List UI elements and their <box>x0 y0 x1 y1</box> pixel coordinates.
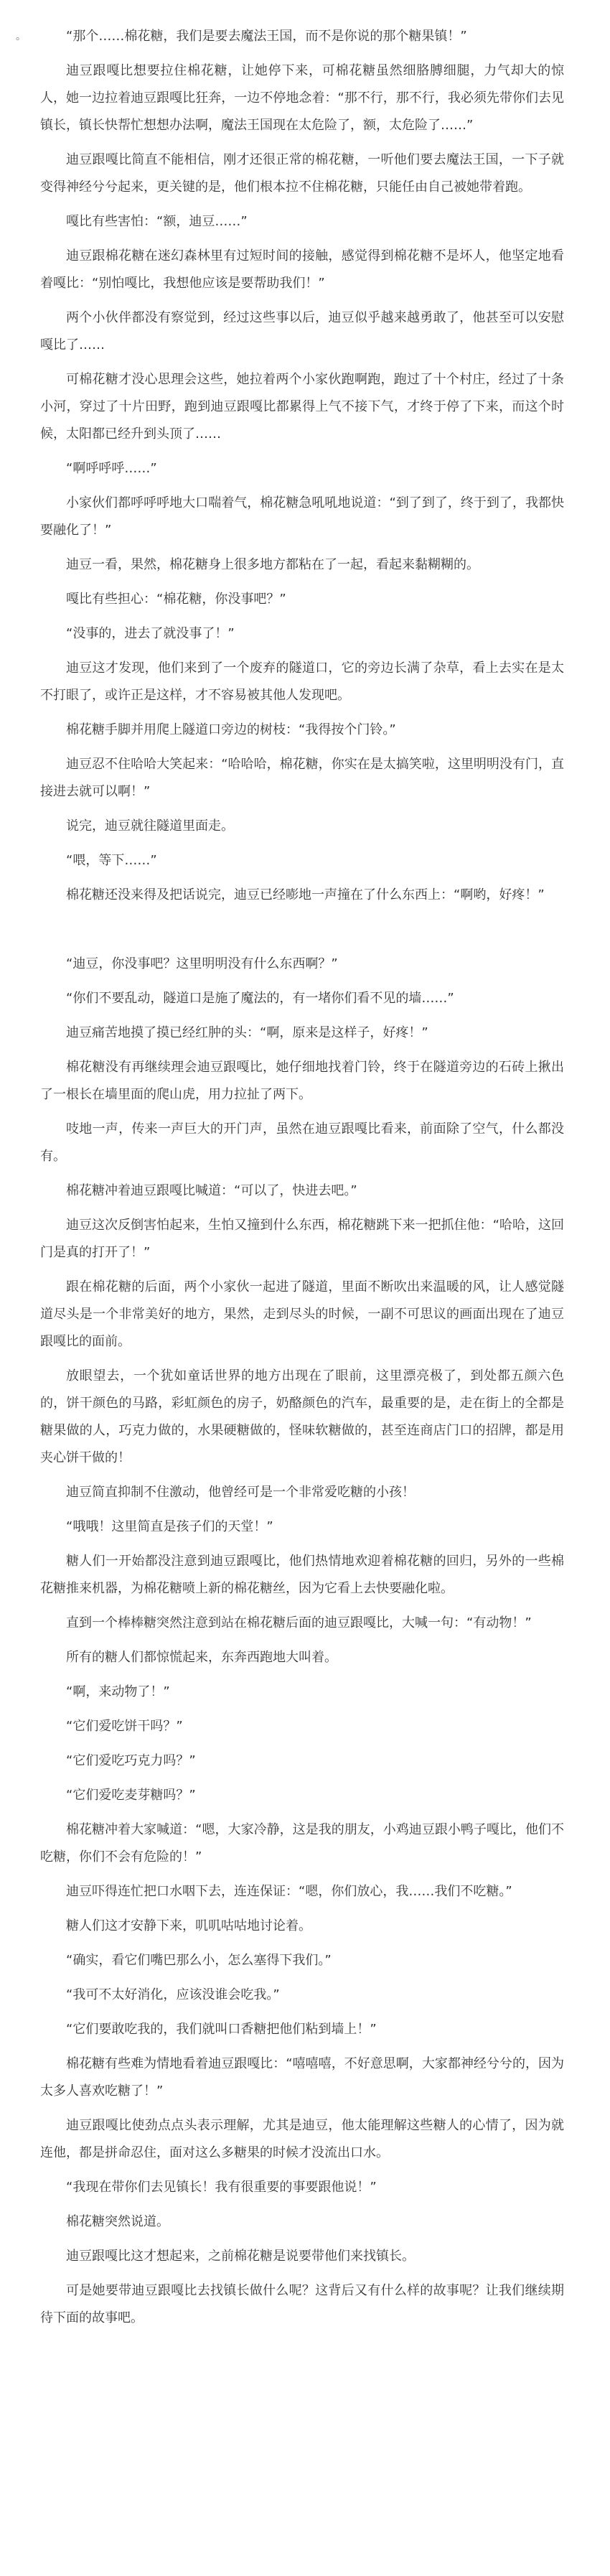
story-paragraph: 嘎比有些担心：“棉花糖，你没事吧？” <box>66 592 286 607</box>
story-paragraph: “那个……棉花糖，我们是要去魔法王国，而不是你说的那个糖果镇！” <box>66 29 467 44</box>
story-paragraph: “没事的，进去了就没事了！” <box>66 626 235 641</box>
story-paragraph: “它们爱吃巧克力吗？” <box>66 1753 196 1768</box>
story-paragraph: 棉花糖没有再继续理会迪豆跟嘎比，她仔细地找着门铃，终于在隧道旁边的石砖上揪出了一根长在墙里面的爬山虎，用力拉扯了两下。 <box>40 1060 564 1102</box>
story-paragraph: 可是她要带迪豆跟嘎比去找镇长做什么呢？这背后又有什么样的故事呢？让我们继续期待下面的故事吧。 <box>40 2283 564 2325</box>
story-paragraph: 迪豆跟嘎比想要拉住棉花糖，让她停下来，可棉花糖虽然细胳膊细腿，力气却大的惊人，她一边拉着迪豆跟嘎比狂奔，一边不停地念着：“那不行，那不行，我必须先带你们去见镇长，镇长快帮忙想想办法啊，魔法王国现在太危险了，额，太危险了……” <box>40 63 564 133</box>
story-paragraph: 迪豆忍不住哈哈大笑起来：“哈哈哈，棉花糖，你实在是太搞笑啦，这里明明没有门，直接进去就可以啊！” <box>40 757 564 799</box>
story-paragraph: 迪豆痛苦地摸了摸已经红肿的头：“啊，原来是这样子，好疼！” <box>66 1025 428 1040</box>
story-paragraph: “你们不要乱动，隧道口是施了魔法的，有一堵你们看不见的墙……” <box>66 991 454 1006</box>
story-paragraph: 嘎比有些害怕：“额，迪豆……” <box>66 214 248 229</box>
story-paragraph: “我现在带你们去见镇长！我有很重要的事要跟他说！” <box>66 2180 377 2195</box>
page-mark: 。 <box>16 31 26 42</box>
story-paragraph: “哦哦！这里简直是孩子们的天堂！” <box>66 1519 273 1534</box>
story-paragraph: 迪豆一看，果然，棉花糖身上很多地方都粘在了一起，看起来黏糊糊的。 <box>66 557 479 572</box>
story-paragraph: “喂，等下……” <box>66 853 157 868</box>
story-paragraph: “确实，看它们嘴巴那么小，怎么塞得下我们。” <box>66 1953 332 1968</box>
story-paragraph: “它们要敢吃我的，我们就叫口香糖把他们粘到墙上！” <box>66 2022 377 2037</box>
story-paragraph: 吱地一声，传来一声巨大的开门声，虽然在迪豆跟嘎比看来，前面除了空气，什么都没有。 <box>40 1121 564 1164</box>
story-paragraph: 迪豆跟嘎比使劲点点头表示理解，尤其是迪豆，他太能理解这些糖人的心情了，因为就连他，都是拼命忍住，面对这么多糖果的时候才没流出口水。 <box>40 2118 564 2160</box>
story-paragraph: 棉花糖还没来得及把话说完，迪豆已经嘭地一声撞在了什么东西上：“啊哟，好疼！” <box>66 887 545 902</box>
story-paragraph: 迪豆简直抑制不住激动，他曾经可是一个非常爱吃糖的小孩！ <box>66 1485 415 1500</box>
story-paragraph: 迪豆跟嘎比这才想起来，之前棉花糖是说要带他们来找镇长。 <box>66 2249 415 2264</box>
story-paragraph: 棉花糖冲着迪豆跟嘎比喊道：“可以了，快进去吧。” <box>66 1183 357 1198</box>
story-paragraph: 两个小伙伴都没有察觉到，经过这些事以后，迪豆似乎越来越勇敢了，他甚至可以安慰嘎比了…… <box>40 310 564 353</box>
story-paragraph: 所有的糖人们都惊慌起来，东奔西跑地大叫着。 <box>66 1650 337 1665</box>
story-paragraph: “啊，来动物了！” <box>66 1684 170 1699</box>
story-paragraph: “我可不太好消化，应该没谁会吃我。” <box>66 1987 280 2002</box>
story-paragraph: 放眼望去，一个犹如童话世界的地方出现在了眼前，这里漂亮极了，到处都五颜六色的，饼干颜色的马路，彩虹颜色的房子，奶酪颜色的汽车，最重要的是，走在街上的全都是糖果做的人，巧克力做的，水果硬糖做的，怪味软糖做的，甚至连商店门口的招牌，都是用夹心饼干做的！ <box>40 1368 564 1465</box>
story-paragraph: 直到一个棒棒糖突然注意到站在棉花糖后面的迪豆跟嘎比，大喊一句：“有动物！” <box>66 1615 532 1630</box>
story-paragraph: 糖人们这才安静下来，叽叽咕咕地讨论着。 <box>66 1918 311 1933</box>
story-paragraph: 棉花糖有些难为情地看着迪豆跟嘎比：“嘻嘻嘻，不好意思啊，大家都神经兮兮的，因为太多人喜欢吃糖了！” <box>40 2056 564 2099</box>
story-text <box>40 23 564 2332</box>
story-paragraph: 迪豆这才发现，他们来到了一个废弃的隧道口，它的旁边长满了杂草，看上去实在是太不打眼了，或许正是这样，才不容易被其他人发现吧。 <box>40 661 564 703</box>
story-paragraph: “啊呼呼呼……” <box>66 461 157 476</box>
story-paragraph: “它们爱吃饼干吗？” <box>66 1719 183 1734</box>
story-paragraph: “迪豆，你没事吧？这里明明没有什么东西啊？” <box>66 956 338 971</box>
story-paragraph: 棉花糖突然说道。 <box>66 2214 169 2229</box>
story-paragraph: 糖人们一开始都没注意到迪豆跟嘎比，他们热情地欢迎着棉花糖的回归，另外的一些棉花糖推来机器，为棉花糖喷上新的棉花糖丝，因为它看上去快要融化啦。 <box>40 1554 564 1596</box>
story-paragraph: 棉花糖冲着大家喊道：“嗯，大家冷静，这是我的朋友，小鸡迪豆跟小鸭子嘎比，他们不吃糖，你们不会有危险的！” <box>40 1822 564 1865</box>
story-paragraph: 迪豆吓得连忙把口水咽下去，连连保证：“嗯，你们放心，我……我们不吃糖。” <box>66 1884 512 1899</box>
story-paragraph: 迪豆跟棉花糖在迷幻森林里有过短时间的接触，感觉得到棉花糖不是坏人，他坚定地看着嘎比：“别怕嘎比，我想他应该是要帮助我们！” <box>40 248 564 291</box>
story-paragraph: 小家伙们都呼呼呼地大口喘着气，棉花糖急吼吼地说道：“到了到了，终于到了，我都快要融化了！” <box>40 495 564 538</box>
story-paragraph: “它们爱吃麦芽糖吗？” <box>66 1788 196 1803</box>
story-paragraph: 迪豆跟嘎比简直不能相信，刚才还很正常的棉花糖，一听他们要去魔法王国，一下子就变得神经兮兮起来，更关键的是，他们根本拉不住棉花糖，只能任由自己被她带着跑。 <box>40 152 564 195</box>
paragraph-spacer <box>40 916 564 943</box>
story-paragraph: 跟在棉花糖的后面，两个小家伙一起进了隧道，里面不断吹出来温暖的风，让人感觉隧道尽头是一个非常美好的地方，果然，走到尽头的时候，一副不可思议的画面出现在了迪豆跟嘎比的面前。 <box>40 1279 564 1349</box>
story-paragraph: 可棉花糖才没心思理会这些，她拉着两个小家伙跑啊跑，跑过了十个村庄，经过了十条小河，穿过了十片田野，跑到迪豆跟嘎比都累得上气不接下气，才终于停了下来，而这个时候，太阳都已经升到头顶了…… <box>40 372 564 442</box>
story-paragraph: 棉花糖手脚并用爬上隧道口旁边的树枝：“我得按个门铃。” <box>66 722 396 737</box>
story-paragraph: 迪豆这次反倒害怕起来，生怕又撞到什么东西，棉花糖跳下来一把抓住他：“哈哈，这回门是真的打开了！” <box>40 1218 564 1260</box>
story-paragraph: 说完，迪豆就往隧道里面走。 <box>66 818 234 834</box>
